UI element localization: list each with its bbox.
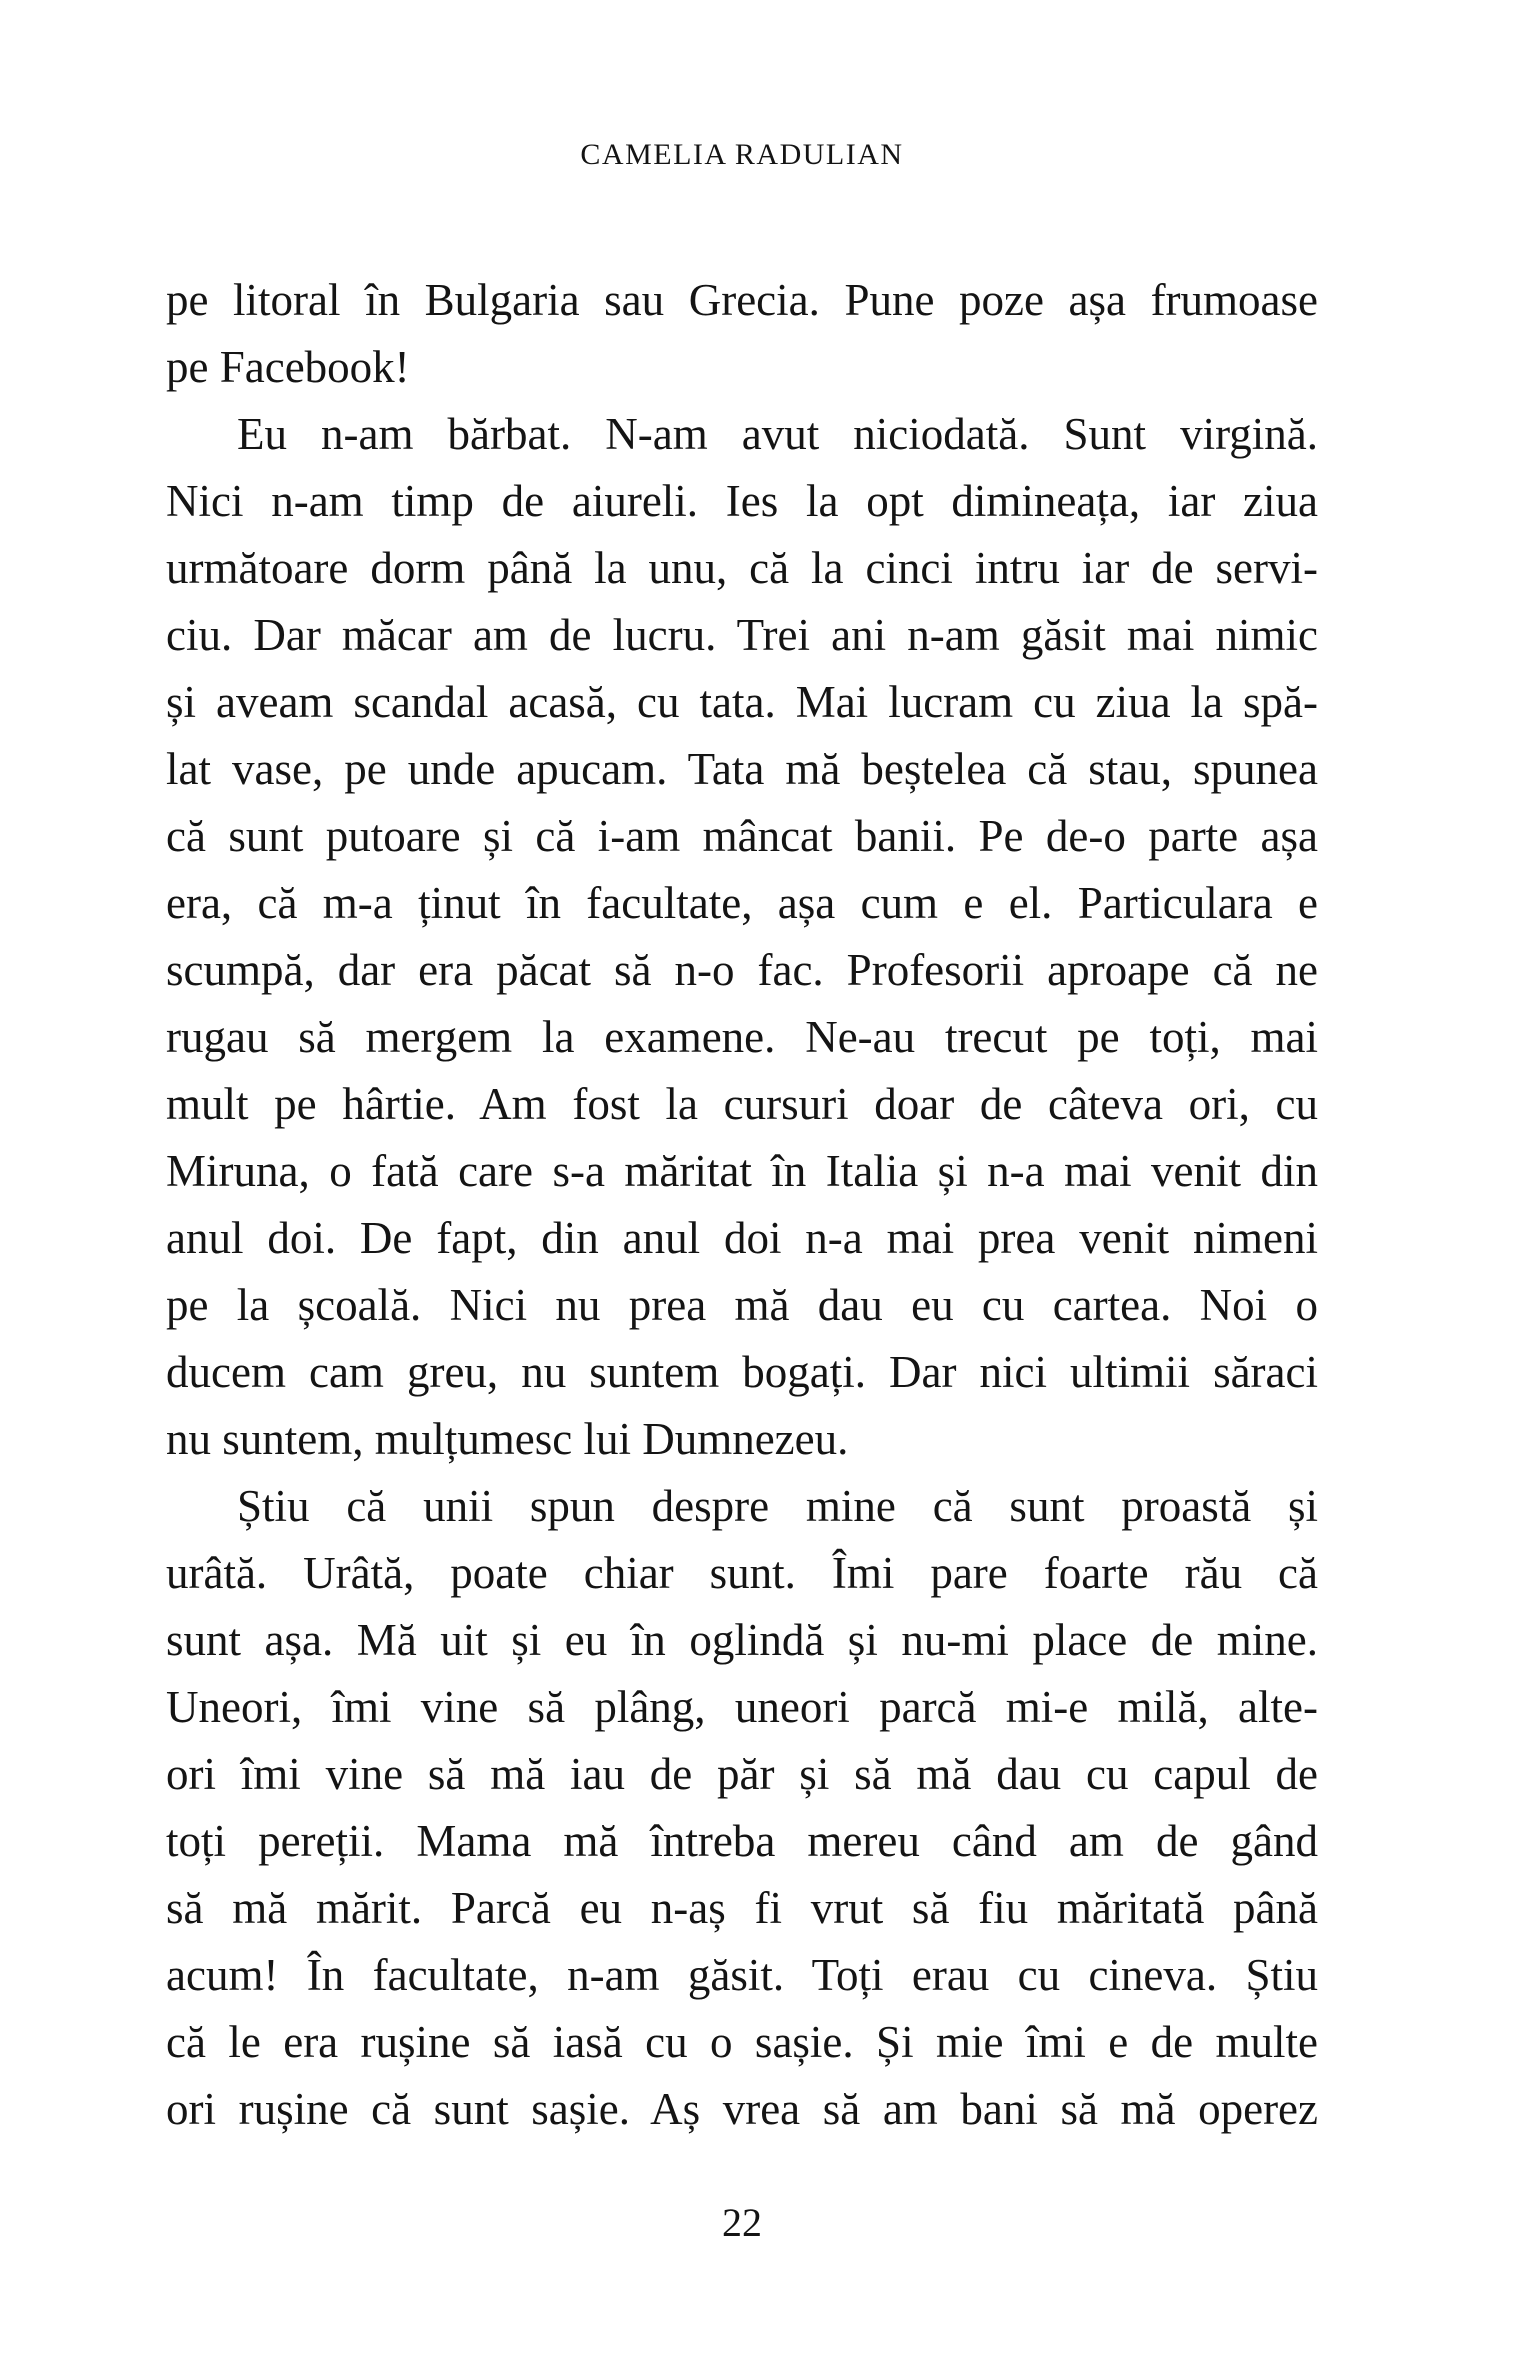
- text-line: și aveam scandal acasă, cu tata. Mai lucram cu ziua la spă-: [166, 677, 1318, 727]
- text-line: toți pereții. Mama mă întreba mereu când am de gând: [166, 1816, 1318, 1866]
- text-line: că sunt putoare și că i-am mâncat banii. Pe de-o parte așa: [166, 811, 1318, 861]
- text-line: ori rușine că sunt sașie. Aș vrea să am bani să mă operez: [166, 2084, 1318, 2134]
- text-line: ducem cam greu, nu suntem bogați. Dar nici ultimii săraci: [166, 1347, 1318, 1397]
- text-line: că le era rușine să iasă cu o sașie. Și mie îmi e de multe: [166, 2017, 1318, 2067]
- text-line: sunt așa. Mă uit și eu în oglindă și nu-mi place de mine.: [166, 1615, 1318, 1665]
- text-line: Miruna, o fată care s-a măritat în Italia și n-a mai venit din: [166, 1146, 1318, 1196]
- text-line: să mă mărit. Parcă eu n-aș fi vrut să fiu măritată până: [166, 1883, 1318, 1933]
- text-line: ori îmi vine să mă iau de păr și să mă dau cu capul de: [166, 1749, 1318, 1799]
- text-line: ciu. Dar măcar am de lucru. Trei ani n-am găsit mai nimic: [166, 610, 1318, 660]
- text-line: pe Facebook!: [166, 342, 410, 392]
- running-head: CAMELIA RADULIAN: [580, 138, 904, 171]
- text-line: pe la școală. Nici nu prea mă dau eu cu cartea. Noi o: [166, 1280, 1318, 1330]
- text-line: următoare dorm până la unu, că la cinci intru iar de servi-: [166, 543, 1318, 593]
- text-line: acum! În facultate, n-am găsit. Toți erau cu cineva. Știu: [166, 1950, 1318, 2000]
- body-text: [166, 267, 1318, 2143]
- text-line: mult pe hârtie. Am fost la cursuri doar de câteva ori, cu: [166, 1079, 1318, 1129]
- text-line: era, că m-a ținut în facultate, așa cum e el. Particulara e: [166, 878, 1318, 928]
- text-line: rugau să mergem la examene. Ne-au trecut pe toți, mai: [166, 1012, 1318, 1062]
- text-line: Uneori, îmi vine să plâng, uneori parcă mi-e milă, alte-: [166, 1682, 1318, 1732]
- page-number: 22: [722, 2200, 762, 2245]
- text-line: nu suntem, mulțumesc lui Dumnezeu.: [166, 1414, 849, 1464]
- text-line: pe litoral în Bulgaria sau Grecia. Pune poze așa frumoase: [166, 275, 1318, 325]
- text-line: scumpă, dar era păcat să n-o fac. Profesorii aproape că ne: [166, 945, 1318, 995]
- text-line: Știu că unii spun despre mine că sunt proastă și: [237, 1481, 1318, 1531]
- text-line: Eu n-am bărbat. N-am avut niciodată. Sunt virgină.: [237, 409, 1318, 459]
- text-line: Nici n-am timp de aiureli. Ies la opt dimineața, iar ziua: [166, 476, 1318, 526]
- text-line: anul doi. De fapt, din anul doi n-a mai prea venit nimeni: [166, 1213, 1318, 1263]
- text-line: urâtă. Urâtă, poate chiar sunt. Îmi pare foarte rău că: [166, 1548, 1318, 1598]
- text-line: lat vase, pe unde apucam. Tata mă beștelea că stau, spunea: [166, 744, 1318, 794]
